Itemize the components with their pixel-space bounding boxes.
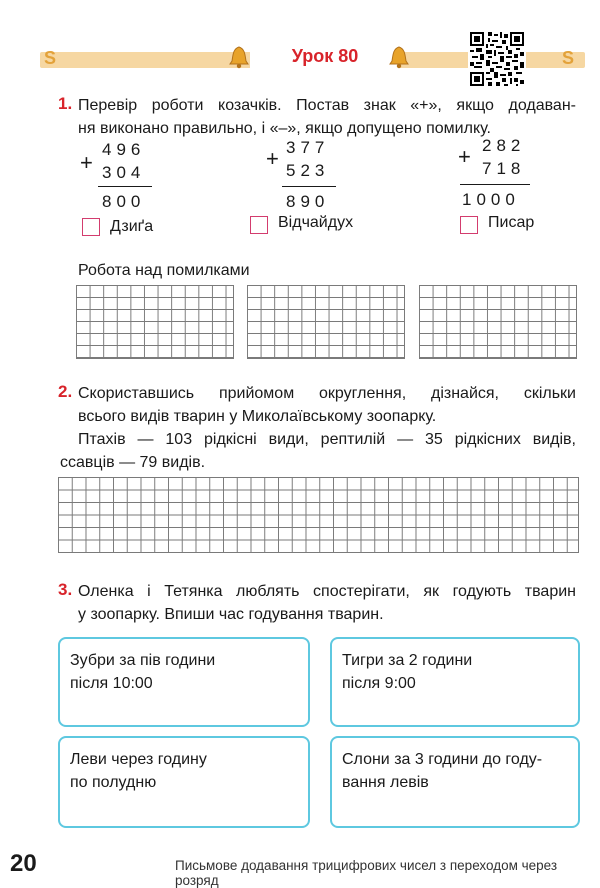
task-number-3: 3. xyxy=(58,580,73,599)
box-text-line1: Слони за 3 години до году- xyxy=(342,751,543,768)
task2-text-line3: Птахів — 103 рідкісні види, рептилій — 35 рідкісних видів, xyxy=(78,431,576,448)
ribbon-swirl-left: S xyxy=(44,48,57,68)
page-number: 20 xyxy=(10,850,37,877)
work-grid-task2[interactable] xyxy=(58,477,579,553)
answer-checkbox-pysar[interactable] xyxy=(460,216,478,234)
sum: 800 xyxy=(102,192,146,211)
addend-1: 282 xyxy=(482,136,526,155)
box-text-line2: по полудню xyxy=(70,774,157,791)
plus-sign: + xyxy=(266,146,279,171)
task2-text-line1: Скориставшись прийомом округлення, дізнайся, скільки xyxy=(78,385,576,402)
bell-icon-left xyxy=(228,45,250,69)
qr-code-icon[interactable] xyxy=(468,30,526,88)
sum: 1000 xyxy=(462,190,520,209)
lesson-title: Урок 80 xyxy=(291,46,359,66)
ribbon-swirl-right: S xyxy=(562,48,575,68)
box-text-line2: вання левів xyxy=(342,774,429,791)
task1-text-line1: Перевір роботи козачків. Постав знак «+», якщо додаван- xyxy=(78,97,576,114)
task2-text-line2: всього видів тварин у Миколаївському зоопарку. xyxy=(78,408,437,425)
task-number-1: 1. xyxy=(58,94,73,113)
cossack-name-label: Дзиґа xyxy=(110,218,154,235)
task-number-2: 2. xyxy=(58,382,73,401)
work-grid-3[interactable] xyxy=(419,285,577,359)
sum: 890 xyxy=(286,192,330,211)
addend-1: 377 xyxy=(286,138,330,157)
addend-1: 496 xyxy=(102,140,146,159)
box-text-line2: після 9:00 xyxy=(342,675,416,692)
box-text xyxy=(70,748,207,794)
answer-checkbox-dzyga[interactable] xyxy=(82,218,100,236)
footer-caption: Письмове додавання трицифрових чисел з переходом через розряд xyxy=(175,858,558,888)
task3-text-line1: Оленка і Тетянка люблять спостерігати, як годують тварин xyxy=(78,583,576,600)
addition-example-3 xyxy=(456,134,586,234)
work-on-mistakes-heading: Робота над помилками xyxy=(78,262,250,279)
task2-text-line4: ссавців — 79 видів. xyxy=(60,454,206,471)
answer-box-bison[interactable] xyxy=(58,637,310,727)
sum-line xyxy=(460,184,530,185)
addend-2: 523 xyxy=(286,161,330,180)
addend-2: 304 xyxy=(102,163,146,182)
box-text xyxy=(342,649,472,695)
bell-icon-right xyxy=(388,45,410,69)
cossack-name-label: Відчайдух xyxy=(278,214,354,231)
sum-line xyxy=(282,186,336,187)
answer-box-lions[interactable] xyxy=(58,736,310,828)
work-grid-1[interactable] xyxy=(76,285,234,359)
answer-box-tigers[interactable] xyxy=(330,637,580,727)
task3-text-line2: у зоопарку. Впиши час годування тварин. xyxy=(78,606,384,623)
answer-box-elephants[interactable] xyxy=(330,736,580,828)
box-text xyxy=(342,748,542,794)
box-text-line2: після 10:00 xyxy=(70,675,153,692)
addition-example-1 xyxy=(80,138,230,238)
task1-text-line2: ня виконано правильно, і «–», якщо допущено помилку. xyxy=(78,120,491,137)
addend-2: 718 xyxy=(482,159,526,178)
cossack-name-label: Писар xyxy=(488,214,535,231)
addition-example-2 xyxy=(250,138,400,238)
plus-sign: + xyxy=(80,150,93,175)
work-grid-2[interactable] xyxy=(247,285,405,359)
plus-sign: + xyxy=(458,144,471,169)
box-text-line1: Леви через годину xyxy=(70,751,207,768)
box-text xyxy=(70,649,215,695)
sum-line xyxy=(98,186,152,187)
box-text-line1: Зубри за пів години xyxy=(70,652,216,669)
answer-checkbox-vidchaiduh[interactable] xyxy=(250,216,268,234)
box-text-line1: Тигри за 2 години xyxy=(342,652,473,669)
